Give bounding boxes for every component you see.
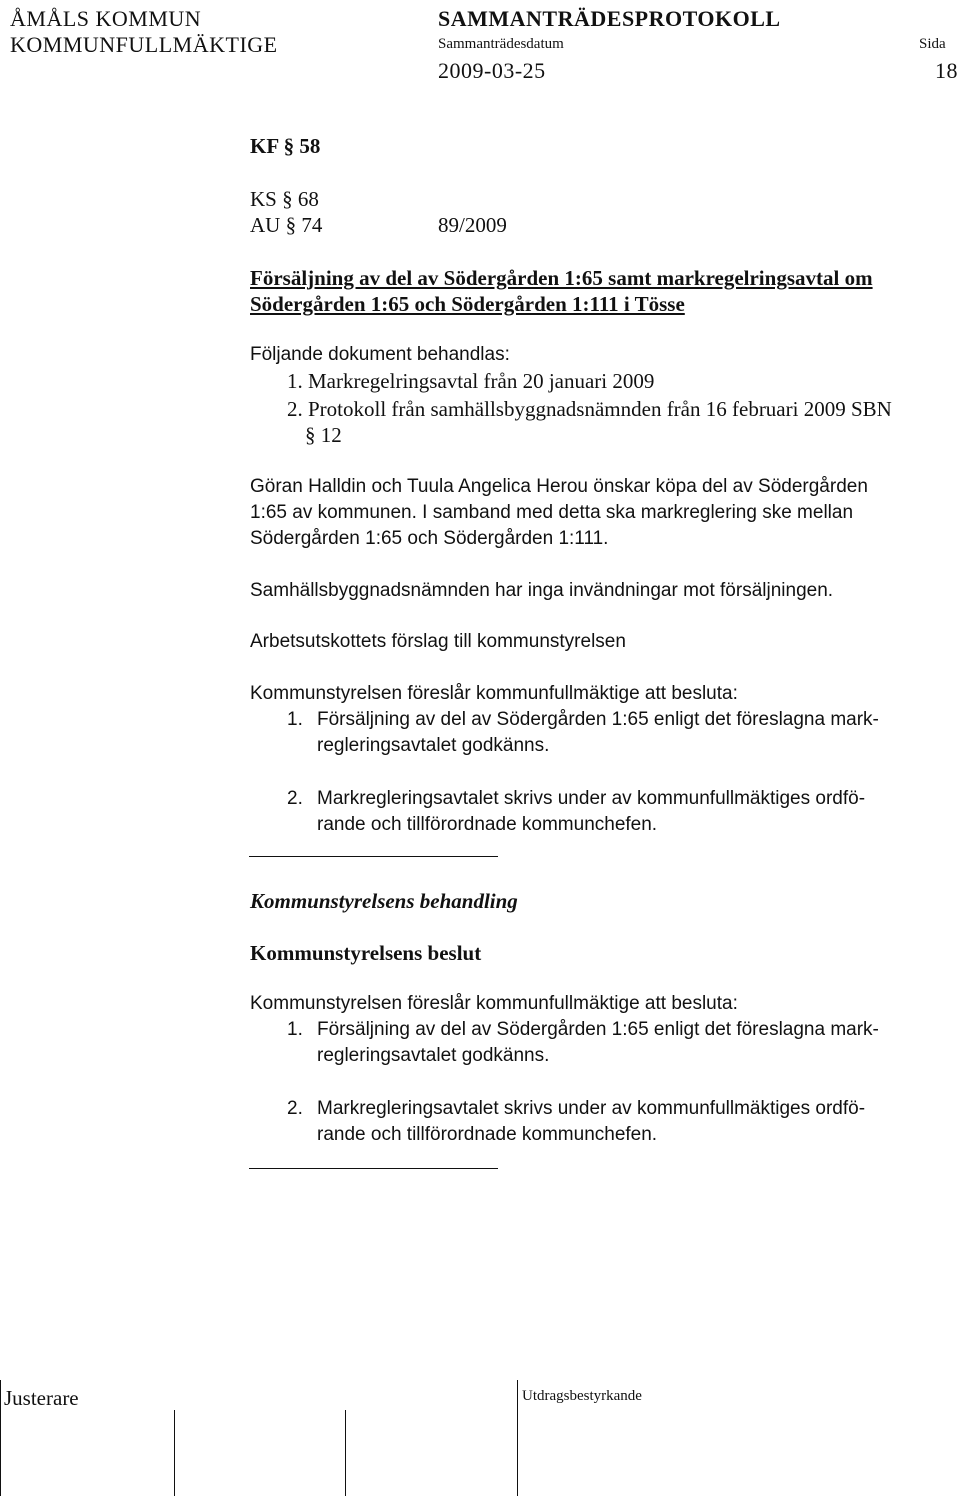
meeting-date: 2009-03-25 xyxy=(438,58,546,83)
doc-type: SAMMANTRÄDESPROTOKOLL xyxy=(438,6,781,31)
kf-paragraph: KF § 58 xyxy=(250,134,321,158)
document-item-2-line1: 2. Protokoll från samhällsbyggnadsnämnden från 16 februari 2009 SBN xyxy=(287,397,892,421)
ks-item-1-line1: Försäljning av del av Södergården 1:65 enligt det föreslagna mark- xyxy=(317,1019,879,1040)
utdragsbestyrkande-label: Utdragsbestyrkande xyxy=(522,1388,642,1404)
body-p1-line2: 1:65 av kommunen. I samband med detta ska markreglering ske mellan xyxy=(250,502,854,523)
ks-item-2-line1: Markregleringsavtalet skrivs under av kommunfullmäktiges ordfö- xyxy=(317,1098,866,1119)
body-name: KOMMUNFULLMÄKTIGE xyxy=(10,32,278,57)
ks-item-2-number: 2. xyxy=(287,1098,303,1119)
footer-line-2 xyxy=(174,1410,175,1496)
ks-item-1-line2: regleringsavtalet godkänns. xyxy=(317,1045,550,1066)
ks-item-2-line2: rande och tillförordnade kommunchefen. xyxy=(317,1124,658,1145)
au-item-2-line1: Markregleringsavtalet skrivs under av kommunfullmäktiges ordfö- xyxy=(317,788,866,809)
au-proposal-heading: Arbetsutskottets förslag till kommunstyrelsen xyxy=(250,631,626,652)
documents-intro: Följande dokument behandlas: xyxy=(250,344,510,365)
au-item-1-line1: Försäljning av del av Södergården 1:65 enligt det föreslagna mark- xyxy=(317,709,879,730)
item-title-line2: Södergården 1:65 och Södergården 1:111 i Tösse xyxy=(250,292,685,316)
body-p2: Samhällsbyggnadsnämnden har inga invändningar mot försäljningen. xyxy=(250,580,834,601)
ks-decision-heading: Kommunstyrelsens beslut xyxy=(250,941,482,965)
date-label: Sammanträdesdatum xyxy=(438,36,564,52)
section-divider xyxy=(249,856,498,857)
footer-line-3 xyxy=(345,1410,346,1496)
document-item-2-line2: § 12 xyxy=(305,423,342,447)
page-number: 18 xyxy=(935,58,958,83)
body-p1-line3: Södergården 1:65 och Södergården 1:111. xyxy=(250,528,609,549)
org-name: ÅMÅLS KOMMUN xyxy=(10,6,202,31)
body-p1-line1: Göran Halldin och Tuula Angelica Herou önskar köpa del av Södergården xyxy=(250,476,868,497)
footer-line-1 xyxy=(0,1380,1,1496)
item-title-line1: Försäljning av del av Södergården 1:65 samt markregelringsavtal om xyxy=(250,266,873,290)
page-label: Sida xyxy=(919,36,946,52)
ks-paragraph: KS § 68 xyxy=(250,187,319,211)
au-paragraph: AU § 74 xyxy=(250,213,323,237)
justerare-label: Justerare xyxy=(4,1386,79,1410)
document-item-1: 1. Markregelringsavtal från 20 januari 2009 xyxy=(287,369,655,393)
au-item-1-line2: regleringsavtalet godkänns. xyxy=(317,735,550,756)
section-divider-end xyxy=(249,1168,498,1169)
au-proposal-intro: Kommunstyrelsen föreslår kommunfullmäktige att besluta: xyxy=(250,683,738,704)
footer-line-4 xyxy=(517,1380,518,1496)
au-item-1-number: 1. xyxy=(287,709,303,730)
ks-decision-intro: Kommunstyrelsen föreslår kommunfullmäktige att besluta: xyxy=(250,993,738,1014)
ks-handling-heading: Kommunstyrelsens behandling xyxy=(250,889,518,913)
au-item-2-number: 2. xyxy=(287,788,303,809)
diary-number: 89/2009 xyxy=(438,213,507,237)
ks-item-1-number: 1. xyxy=(287,1019,303,1040)
au-item-2-line2: rande och tillförordnade kommunchefen. xyxy=(317,814,658,835)
